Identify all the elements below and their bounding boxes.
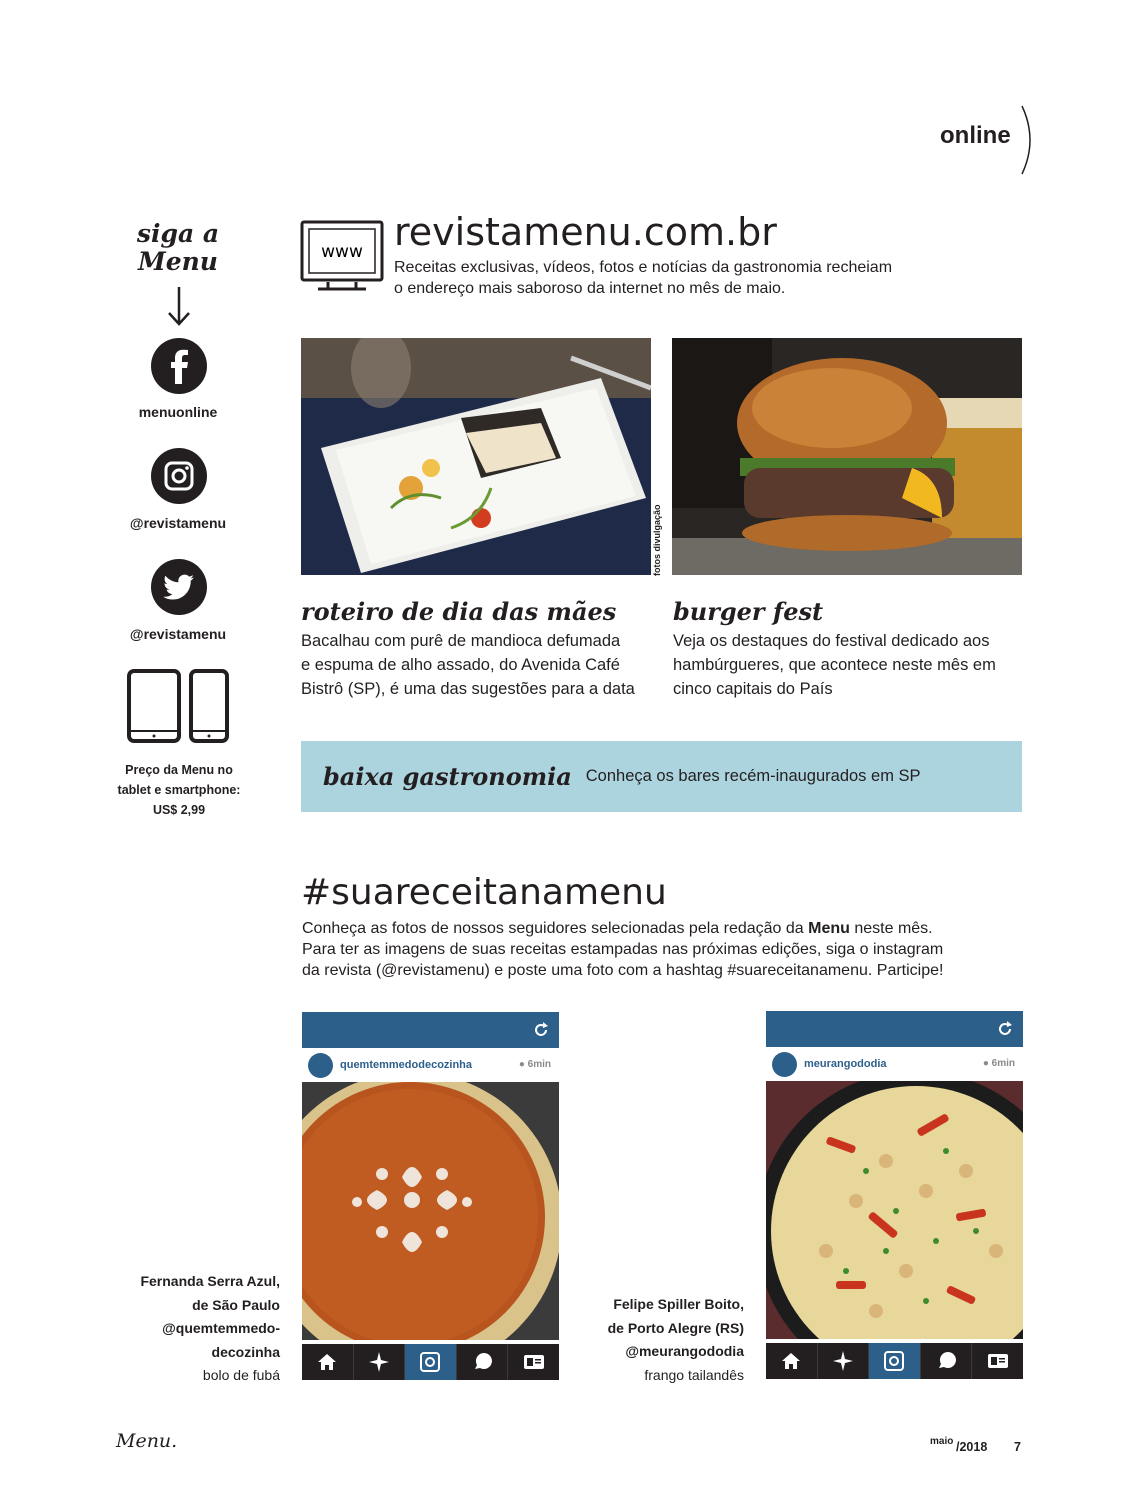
banner-title: baixa gastronomia [323,762,572,791]
instagram-username[interactable]: meurangododia [804,1058,887,1070]
camera-icon[interactable] [405,1344,457,1380]
facebook-icon[interactable] [151,338,207,394]
chicken-dish-photo [766,1081,1023,1339]
author-handle: @meurangododia [625,1343,744,1359]
website-description [394,257,994,299]
author-location: de São Paulo [192,1296,280,1313]
refresh-icon[interactable] [532,1021,550,1039]
post-time-value: 6min [527,1059,551,1070]
hashtag-desc-line1 [302,918,1042,939]
photo-credit-text: fotos divulgação [652,504,662,576]
instagram-post-card [302,1012,559,1382]
magazine-logo: Menu. [116,1430,178,1452]
website-url[interactable]: revistamenu.com.br [394,210,777,254]
explore-icon[interactable] [354,1344,406,1380]
post-time-value: 6min [991,1058,1015,1069]
instagram-nav-bar [302,1344,559,1380]
smartphone-icon [191,671,227,741]
burger-photo [672,338,1022,575]
photo-credit [652,500,666,576]
article-caption-burger-fest [673,629,1033,701]
caption-line: hambúrgueres, que acontece neste mês em [673,656,996,674]
website-desc-line2: o endereço mais saboroso da internet no mês de maio. [394,280,786,297]
tablet-icon [129,671,179,741]
refresh-icon[interactable] [996,1020,1014,1038]
explore-icon[interactable] [818,1343,870,1379]
post-time: ● 6min [982,1058,1015,1069]
price-line1: Preço da Menu no [125,763,233,777]
arrow-down-icon [166,285,192,327]
banner-text: Conheça os bares recém-inaugurados em SP [585,767,921,785]
follow-title-line1: siga a [136,219,220,248]
devices-icon [126,668,232,744]
cake-photo [302,1082,559,1340]
caption-line: e espuma de alho assado, do Avenida Café [301,656,620,674]
caption-line: Veja os destaques do festival dedicado aos [673,632,990,650]
price-line3: US$ 2,99 [152,803,206,817]
author-name: Felipe Spiller Boito, [613,1296,744,1312]
author-handle: @quemtemmedo- [162,1320,280,1336]
twitter-icon[interactable] [151,559,207,615]
author-location: de Porto Alegre (RS) [607,1319,744,1336]
hashtag-title: #suareceitanamenu [301,872,667,913]
post-author-credit [100,1270,280,1388]
footer-year: /2018 [956,1440,988,1454]
hashtag-description [302,918,1042,981]
article-caption-mothers-day [301,629,661,701]
footer-month: maio [930,1436,954,1447]
facebook-handle[interactable]: menuonline [138,404,218,420]
section-bracket [1018,104,1038,176]
hashtag-line1-pre: Conheça as fotos de nossos seguidores selecionadas pela redação da [302,920,809,937]
author-handle-cont: decozinha [211,1343,280,1360]
instagram-post-card [766,1011,1023,1381]
caption-line: cinco capitais do País [673,680,833,698]
hashtag-line1-post: neste mês. [849,920,933,937]
instagram-icon[interactable] [151,448,207,504]
hashtag-desc-line3: da revista (@revistamenu) e poste uma foto com a hashtag #suareceitanamenu. Participe! [302,962,944,979]
section-label: online [940,122,1011,149]
dish-name: frango tailandês [644,1366,744,1383]
profile-icon[interactable] [972,1343,1023,1379]
follow-title [118,220,238,276]
instagram-post-header [766,1047,1023,1081]
article-title-burger-fest[interactable]: burger fest [673,597,824,626]
caption-line: Bacalhau com purê de mandioca defumada [301,632,621,650]
instagram-topbar [766,1011,1023,1047]
activity-icon[interactable] [921,1343,973,1379]
instagram-handle[interactable]: @revistamenu [129,515,227,531]
author-name: Fernanda Serra Azul, [140,1273,280,1289]
hashtag-line1-bold: Menu [808,920,850,937]
price-note [100,760,258,820]
article-title-mothers-day[interactable]: roteiro de dia das mães [301,597,617,626]
hashtag-desc-line2: Para ter as imagens de suas receitas estampadas nas próximas edições, siga o instagram [302,941,944,958]
instagram-topbar [302,1012,559,1048]
dish-name: bolo de fubá [202,1367,280,1383]
caption-line: Bistrô (SP), é uma das sugestões para a data [301,680,635,698]
price-line2: tablet e smartphone: [117,783,241,797]
home-icon[interactable] [766,1343,818,1379]
www-label: www [321,242,363,262]
follow-title-line2: Menu [138,247,218,276]
fish-dish-photo [301,338,651,575]
twitter-handle[interactable]: @revistamenu [129,626,227,642]
camera-icon[interactable] [869,1343,921,1379]
baixa-gastronomia-banner[interactable] [301,741,1022,812]
instagram-username[interactable]: quemtemmedodecozinha [340,1059,473,1071]
avatar[interactable] [308,1053,333,1078]
post-author-credit [560,1293,744,1387]
page-number: 7 [1014,1440,1021,1454]
instagram-post-header [302,1048,559,1082]
profile-icon[interactable] [508,1344,559,1380]
avatar[interactable] [772,1052,797,1077]
website-desc-line1: Receitas exclusivas, vídeos, fotos e notícias da gastronomia recheiam [394,259,893,276]
instagram-nav-bar [766,1343,1023,1379]
home-icon[interactable] [302,1344,354,1380]
monitor-icon [300,220,384,292]
post-time: ● 6min [518,1059,551,1070]
activity-icon[interactable] [457,1344,509,1380]
